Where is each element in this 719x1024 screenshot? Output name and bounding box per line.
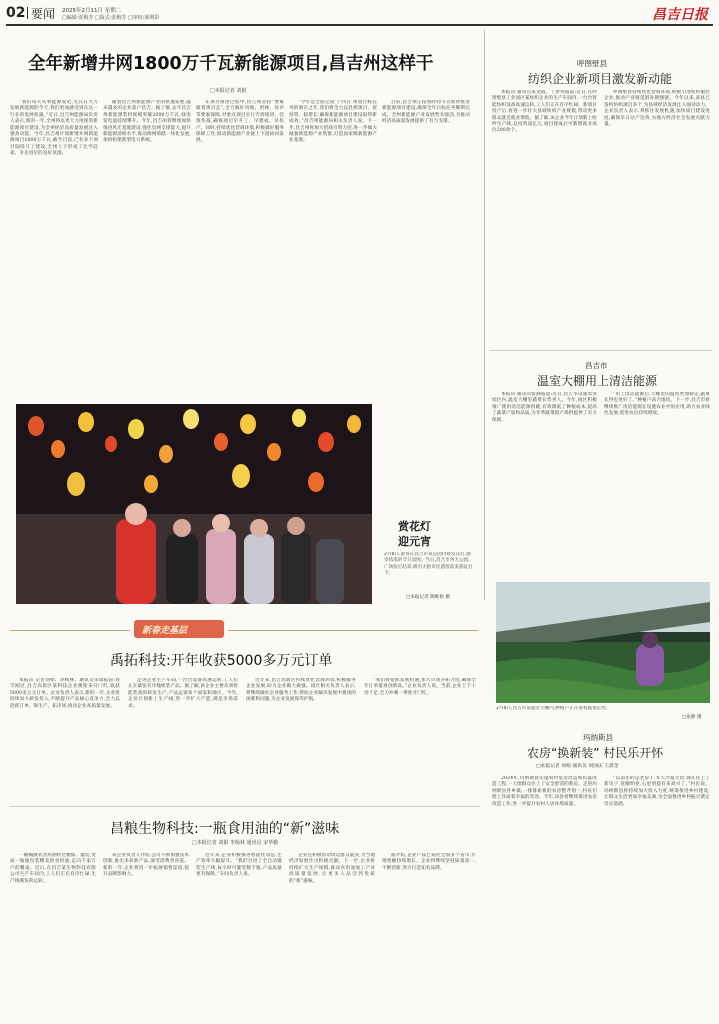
banner-left-rule — [10, 630, 130, 631]
editor-credits: □编辑:张梅芳 □版式:张梅芳 □审校:梁利彩 — [62, 15, 160, 21]
photo-title-2: 迎元宵 — [398, 535, 431, 548]
lead-column-2: 随着昌吉州新能源产业的快速发展,越来越多的企业落户昌吉。据了解,去年昌吉州新能源装机规模突破2000万千瓦,绿电发电量持续攀升。今年,昌吉州将继续加快推进风光基地建设,强化电网支撑能力,提升新能源消纳水平,推动源网荷储一体化发展,加快构建新型电力系统。 — [103, 100, 191, 144]
greenhouse-scene-graphic — [496, 582, 710, 703]
greenhouse-credit: □张静 摄 — [682, 715, 702, 720]
column-divider — [484, 30, 485, 600]
changji-column-2: “用上清洁能源后,大棚里的温度更加稳定,蔬菜长得也更好了。”种植户高兴地说。下一步,昌吉市将继续推广清洁能源在设施农业中的应用,助力农业绿色发展,促进农民持续增收。 — [604, 392, 710, 417]
photo-title-1: 赏花灯 — [398, 520, 431, 533]
hutubi-county-label: 呼图壁县 — [577, 59, 607, 68]
changji-county-label: 昌吉市 — [585, 361, 608, 370]
changjibio-column-4: 企业还积极带动周边群众就业,为当地经济发展作出积极贡献。下一步,企业将持续扩大生产规模,推动食用油加工产业高质量发展,让更多人品尝到优质的“新”滋味。 — [289, 853, 375, 884]
yuhang-bottom-rule — [10, 806, 480, 807]
lead-headline: 全年新增井网1800万千瓦新能源项目,昌吉州这样干 — [28, 54, 434, 74]
changjibio-byline: □本报记者 刘娟 李杨林 通讯员 宋华勤 — [192, 840, 279, 846]
banner-text: 新春走基层 — [142, 626, 188, 636]
section-divider — [27, 7, 28, 19]
manas-column-2: “以前住的是老房子,冬天冷夏天热,现在住上了新房子,宽敞明亮,心里别提有多高兴了。”村民说。玛纳斯县将持续加大投入力度,统筹推进乡村建设,让群众生活更加幸福美满,为全面推进乡村振兴奠定坚实基础。 — [604, 776, 710, 807]
changjibio-headline: 昌粮生物科技:一瓶食用油的“新”滋味 — [110, 821, 340, 837]
lead-column-4: “今年是全面完成‘十四五’规划目标任务的收官之年,我们将全力以赴抓项目、促投资、稳增长,确保新能源项目建设取得新成效。”昌吉州能源局相关负责人说。下一步,昌吉州将加大招商引资力度,进一步做大做强新能源产业集群,打造国家级新能源产业基地。 — [289, 100, 377, 144]
greenhouse-photo — [496, 582, 710, 703]
date-text: 2025年2月11日 — [62, 8, 103, 14]
hutubi-headline: 纺织企业新项目激发新动能 — [528, 72, 673, 86]
issue-date — [62, 6, 121, 14]
hutubi-column-2: 呼图壁县持续优化营商环境,积极引进纺织服装企业,推动产业链延链补链强链。今年以来,该县已签约纺织项目多个,为县域经济发展注入强劲动力。企业负责人表示,将抓住发展机遇,加快项目建设进度,确保早日达产达效,为地方经济社会发展贡献力量。 — [604, 90, 710, 128]
lantern-photo — [16, 404, 372, 604]
weekday-text: 星期二 — [104, 8, 122, 14]
paper-logo: 昌吉日报 — [652, 7, 708, 23]
lead-column-5: 目前,昌吉州正按照时间节点加快推进新能源项目建设,确保全年目标任务顺利完成。全州新能源产业发展势头强劲,为推动经济高质量发展提供了有力支撑。 — [382, 100, 470, 125]
hutubi-column-1: 本报讯 通讯员朱金霞、丁梦瑶报道:近日,在呼图壁县工业园区某纺织企业的生产车间内,一台台智能纺织设备高速运转,工人们正在有序忙碌。新项目投产后,将进一步壮大县域纺织产业规模,带动更多群众就近就业增收。据了解,该企业今年计划新上纺纱生产线,总投资超亿元,项目建成后可新增就业岗位200余个。 — [492, 90, 597, 134]
masthead-rule — [6, 24, 713, 26]
yuhang-headline: 禹拓科技:开年收获5000多万元订单 — [110, 653, 333, 669]
yuhang-column-1: 本报讯 记者刘娟、李杨林、通讯员宋瑞报道:春节刚过,昌吉高新区某科技企业便迎来开门红,收获5000多万元订单。企业负责人表示,新的一年,企业将持续加大研发投入,不断提升产品核心竞争力,全力以赴抓订单、保生产、拓市场,推动企业高质量发展。 — [10, 678, 120, 709]
manas-county-label: 玛纳斯县 — [583, 733, 613, 742]
yuhang-column-4: “我们将抢抓发展机遇,加大市场开拓力度,确保全年订单量再创新高。”企业负责人说。当前,企业上下干劲十足,全力冲刺一季度开门红。 — [364, 678, 476, 696]
section-label: 要闻 — [31, 7, 56, 21]
changjibio-column-1: 一桶桶散装食用油经过精炼、灌装,变成一瓶瓶包装精美的食用油,走向千家万户的餐桌。近日,在昌吉某生物科技有限公司生产车间内,工人们正在有序忙碌,生产线满负荷运转。 — [10, 853, 96, 884]
greenhouse-caption: 2月8日,昌吉市某温室大棚内,种植户正在查看蔬菜长势。 — [496, 706, 611, 711]
yuhang-column-3: 近年来,昌吉高新区持续优化营商环境,积极服务企业发展,助力企业做大做强。园区相关负责人表示,将继续做好企业服务工作,帮助企业解决发展中遇到的困难和问题,为企业发展保驾护航。 — [246, 678, 356, 703]
changjibio-column-3: 近年来,企业积极推进智能化改造,生产效率大幅提升。“我们引进了全自动灌装生产线,每小时可灌装数千瓶,产品质量更有保障。”车间负责人说。 — [196, 853, 282, 878]
banner-right-rule — [228, 630, 478, 631]
page-number: 02 — [6, 5, 26, 21]
lead-column-3: 在项目推进过程中,昌吉州坚持“要素跟着项目走”,全力做好用地、用林、环评等要素保障,对重点项目实行专班推进、挂图作战,确保项目早开工、早建成、早投产。同时,持续优化营商环境,积极做好服务保障工作,推动新能源产业链上下游协同发展。 — [196, 100, 284, 144]
photo-credit: □本报记者 陶维祖 摄 — [406, 595, 451, 600]
lead-column-1: “我们每天从事能源发电,尤其在大力发展新能源的今天,我们更加感受到在这一行业的发展机遇。”近日,昌吉州能源局负责人表示,新的一年,全州将以更大力度推进新能源项目建设,为全州经济高质量发展注入强劲动能。今年,昌吉州计划新增并网新能源项目1800万千瓦,截至目前,已有多个项目陆续开工建设,全州上下形成了比学赶超、争先进位的良好氛围。 — [10, 100, 98, 157]
changji-headline: 温室大棚用上清洁能源 — [537, 374, 658, 388]
manas-column-1: 2024年,玛纳斯县实施农村危房改造和抗震改造工程,一大批群众住上了安全舒适的新房。走进玛纳斯县各乡镇,一排排崭新的农房整齐划一,村民们脸上洋溢着幸福的笑容。今年,该县将继续推进农房改造工作,进一步提升农村人居环境质量。 — [492, 776, 597, 807]
changjibio-column-2: 该企业负责人介绍,公司不断加强技术创新,推出多款新产品,深受消费者喜爱。新的一年,企业将进一步拓展销售渠道,提升品牌影响力。 — [103, 853, 189, 878]
manas-headline: 农房“换新装” 村民乐开怀 — [527, 746, 664, 760]
manas-byline: □本报记者 刘娟 通讯员 刘国庆 王晨金 — [536, 764, 619, 769]
photo-caption: 2月8日,游客在昌吉市某公园内观赏花灯,感受浓浓的节日氛围。当日,昌吉市各大公园、广场张灯结彩,吸引大批市民游客前来游玩打卡。 — [384, 552, 473, 577]
lead-byline: □本报记者 刘娟 — [210, 88, 247, 94]
yuhang-column-2: 走进企业生产车间,一台台设备高速运转,工人们正在紧张有序地组装产品。据了解,该企业主要从事智能装备的研发生产,产品远销多个国家和地区。今年,企业计划新上生产线,进一步扩大产能,满足市场需求。 — [128, 678, 238, 709]
lantern-scene-graphic — [16, 404, 372, 604]
changjibio-column-5: 据介绍,企业产品已销往全国多个省市,年销售额持续增长。企业将继续坚持质量第一,不断创新,努力打造知名品牌。 — [382, 853, 476, 871]
hutubi-bottom-rule — [490, 350, 712, 351]
changji-column-1: 本报讯 通讯员张静报道:近日,昌吉市设施农业园区内,温室大棚里蔬菜长势喜人。今年,园区积极推广使用清洁能源供暖,有效降低了种植成本,提高了蔬菜产量和品质,为冬季蔬菜稳产保供提供了有力保障。 — [492, 392, 597, 423]
